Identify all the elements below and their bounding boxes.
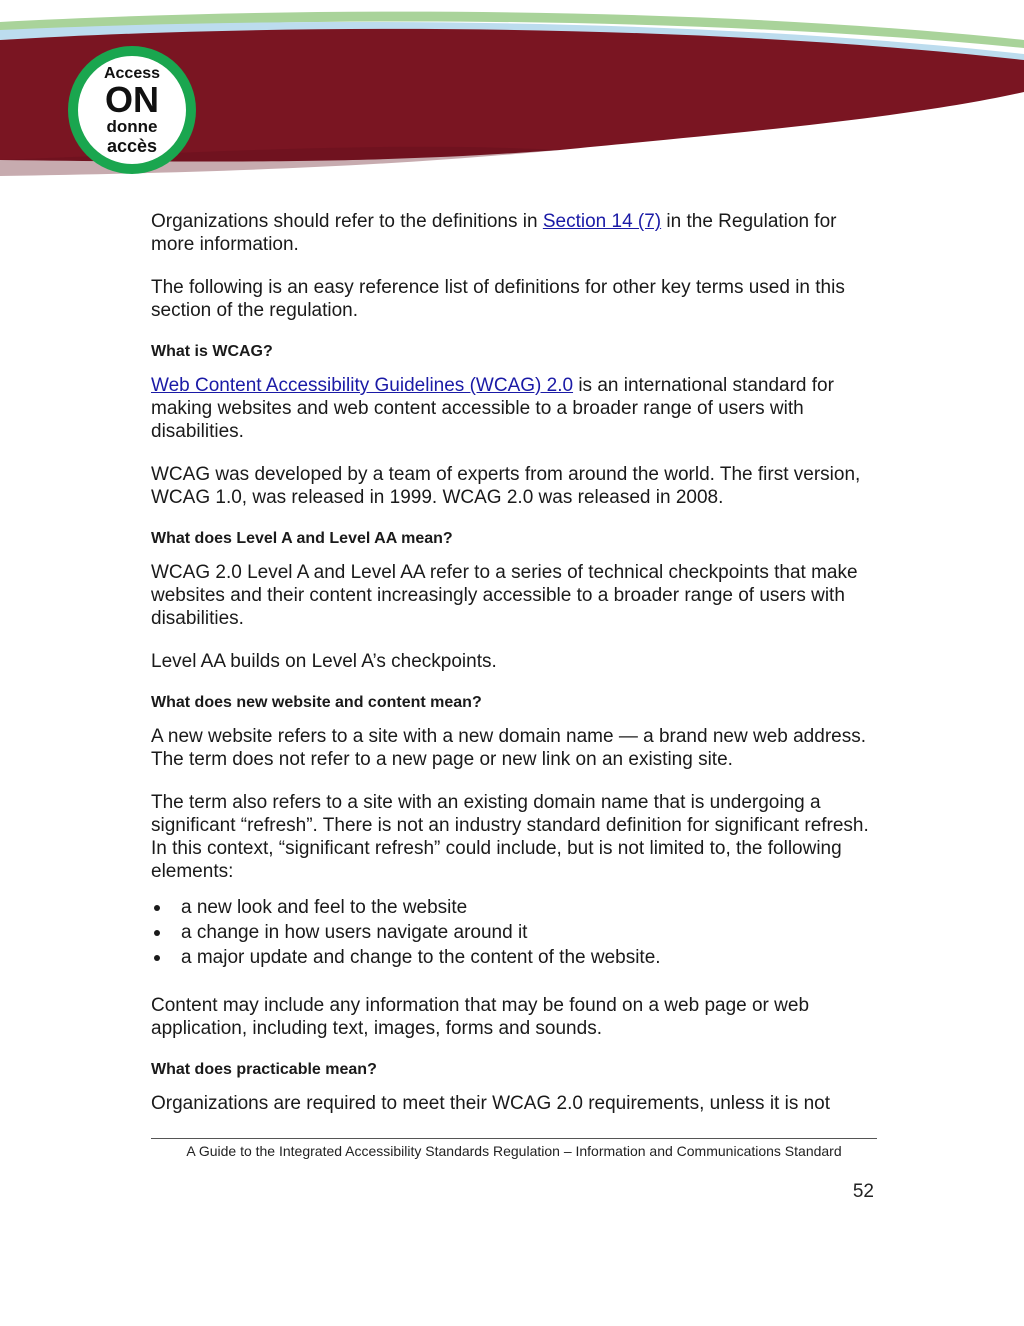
heading-levels: What does Level A and Level AA mean?	[151, 530, 453, 547]
wcag-p1-text: is an international standard for making websites and web content accessible to a broader range of users with disabilities.	[151, 375, 834, 442]
intro-paragraph-2: The following is an easy reference list of definitions for other key terms used in this section of the regulation.	[151, 277, 845, 321]
bullet-icon	[154, 905, 160, 911]
levels-paragraph-2: Level AA builds on Level A’s checkpoints.	[151, 651, 497, 672]
intro-paragraph-1	[151, 210, 881, 256]
access-on-logo	[66, 44, 198, 176]
logo-text-donne: donne	[106, 117, 158, 136]
intro-p1-text: Organizations should refer to the definitions in	[151, 211, 543, 232]
bullet-icon	[154, 955, 160, 961]
list-item	[151, 920, 881, 945]
new-site-paragraph-1: A new website refers to a site with a new domain name — a brand new web address. The term does not refer to a new page or new link on an existing site.	[151, 726, 866, 770]
list-item-text: a new look and feel to the website	[181, 897, 468, 918]
wcag-guidelines-link[interactable]: Web Content Accessibility Guidelines (WCAG) 2.0	[151, 375, 574, 396]
list-item-text: a change in how users navigate around it	[181, 922, 528, 943]
intro-p1-text-end: in the Regulation for more information.	[151, 211, 837, 255]
document-body	[151, 210, 881, 1115]
list-item	[151, 895, 881, 920]
list-item-text: a major update and change to the content of the website.	[181, 947, 661, 968]
logo-text-on: ON	[105, 79, 159, 120]
refresh-elements-list	[151, 895, 881, 970]
heading-new-website: What does new website and content mean?	[151, 694, 482, 711]
new-site-paragraph-2: The term also refers to a site with an existing domain name that is undergoing a significant “refresh”. There is not an industry standard definition for significant refresh. In this context, “significant refresh” could include, but is not limited to, the following elements:	[151, 792, 869, 882]
footer-divider	[151, 1138, 877, 1139]
bullet-icon	[154, 930, 160, 936]
section-14-7-link[interactable]: Section 14 (7)	[542, 211, 662, 232]
logo-text-acces: accès	[106, 136, 158, 156]
wcag-paragraph-2: WCAG was developed by a team of experts from around the world. The first version, WCAG 1.0, was released in 1999. WCAG 2.0 was released in 2008.	[151, 464, 861, 508]
heading-practicable: What does practicable mean?	[151, 1061, 377, 1078]
footer-title: A Guide to the Integrated Accessibility Standards Regulation – Information and Communications Standard	[186, 1143, 842, 1159]
wcag-paragraph-1	[151, 374, 881, 443]
levels-paragraph-1: WCAG 2.0 Level A and Level AA refer to a series of technical checkpoints that make websites and their content increasingly accessible to a broader range of users with disabilities.	[151, 562, 858, 629]
new-site-paragraph-3: Content may include any information that may be found on a web page or web application, including text, images, forms and sounds.	[151, 995, 810, 1039]
list-item	[151, 945, 881, 970]
heading-what-is-wcag: What is WCAG?	[151, 343, 273, 360]
page-number: 52	[852, 1181, 874, 1202]
practicable-paragraph-1: Organizations are required to meet their WCAG 2.0 requirements, unless it is not	[151, 1093, 831, 1114]
logo-text-access: Access	[103, 65, 161, 82]
